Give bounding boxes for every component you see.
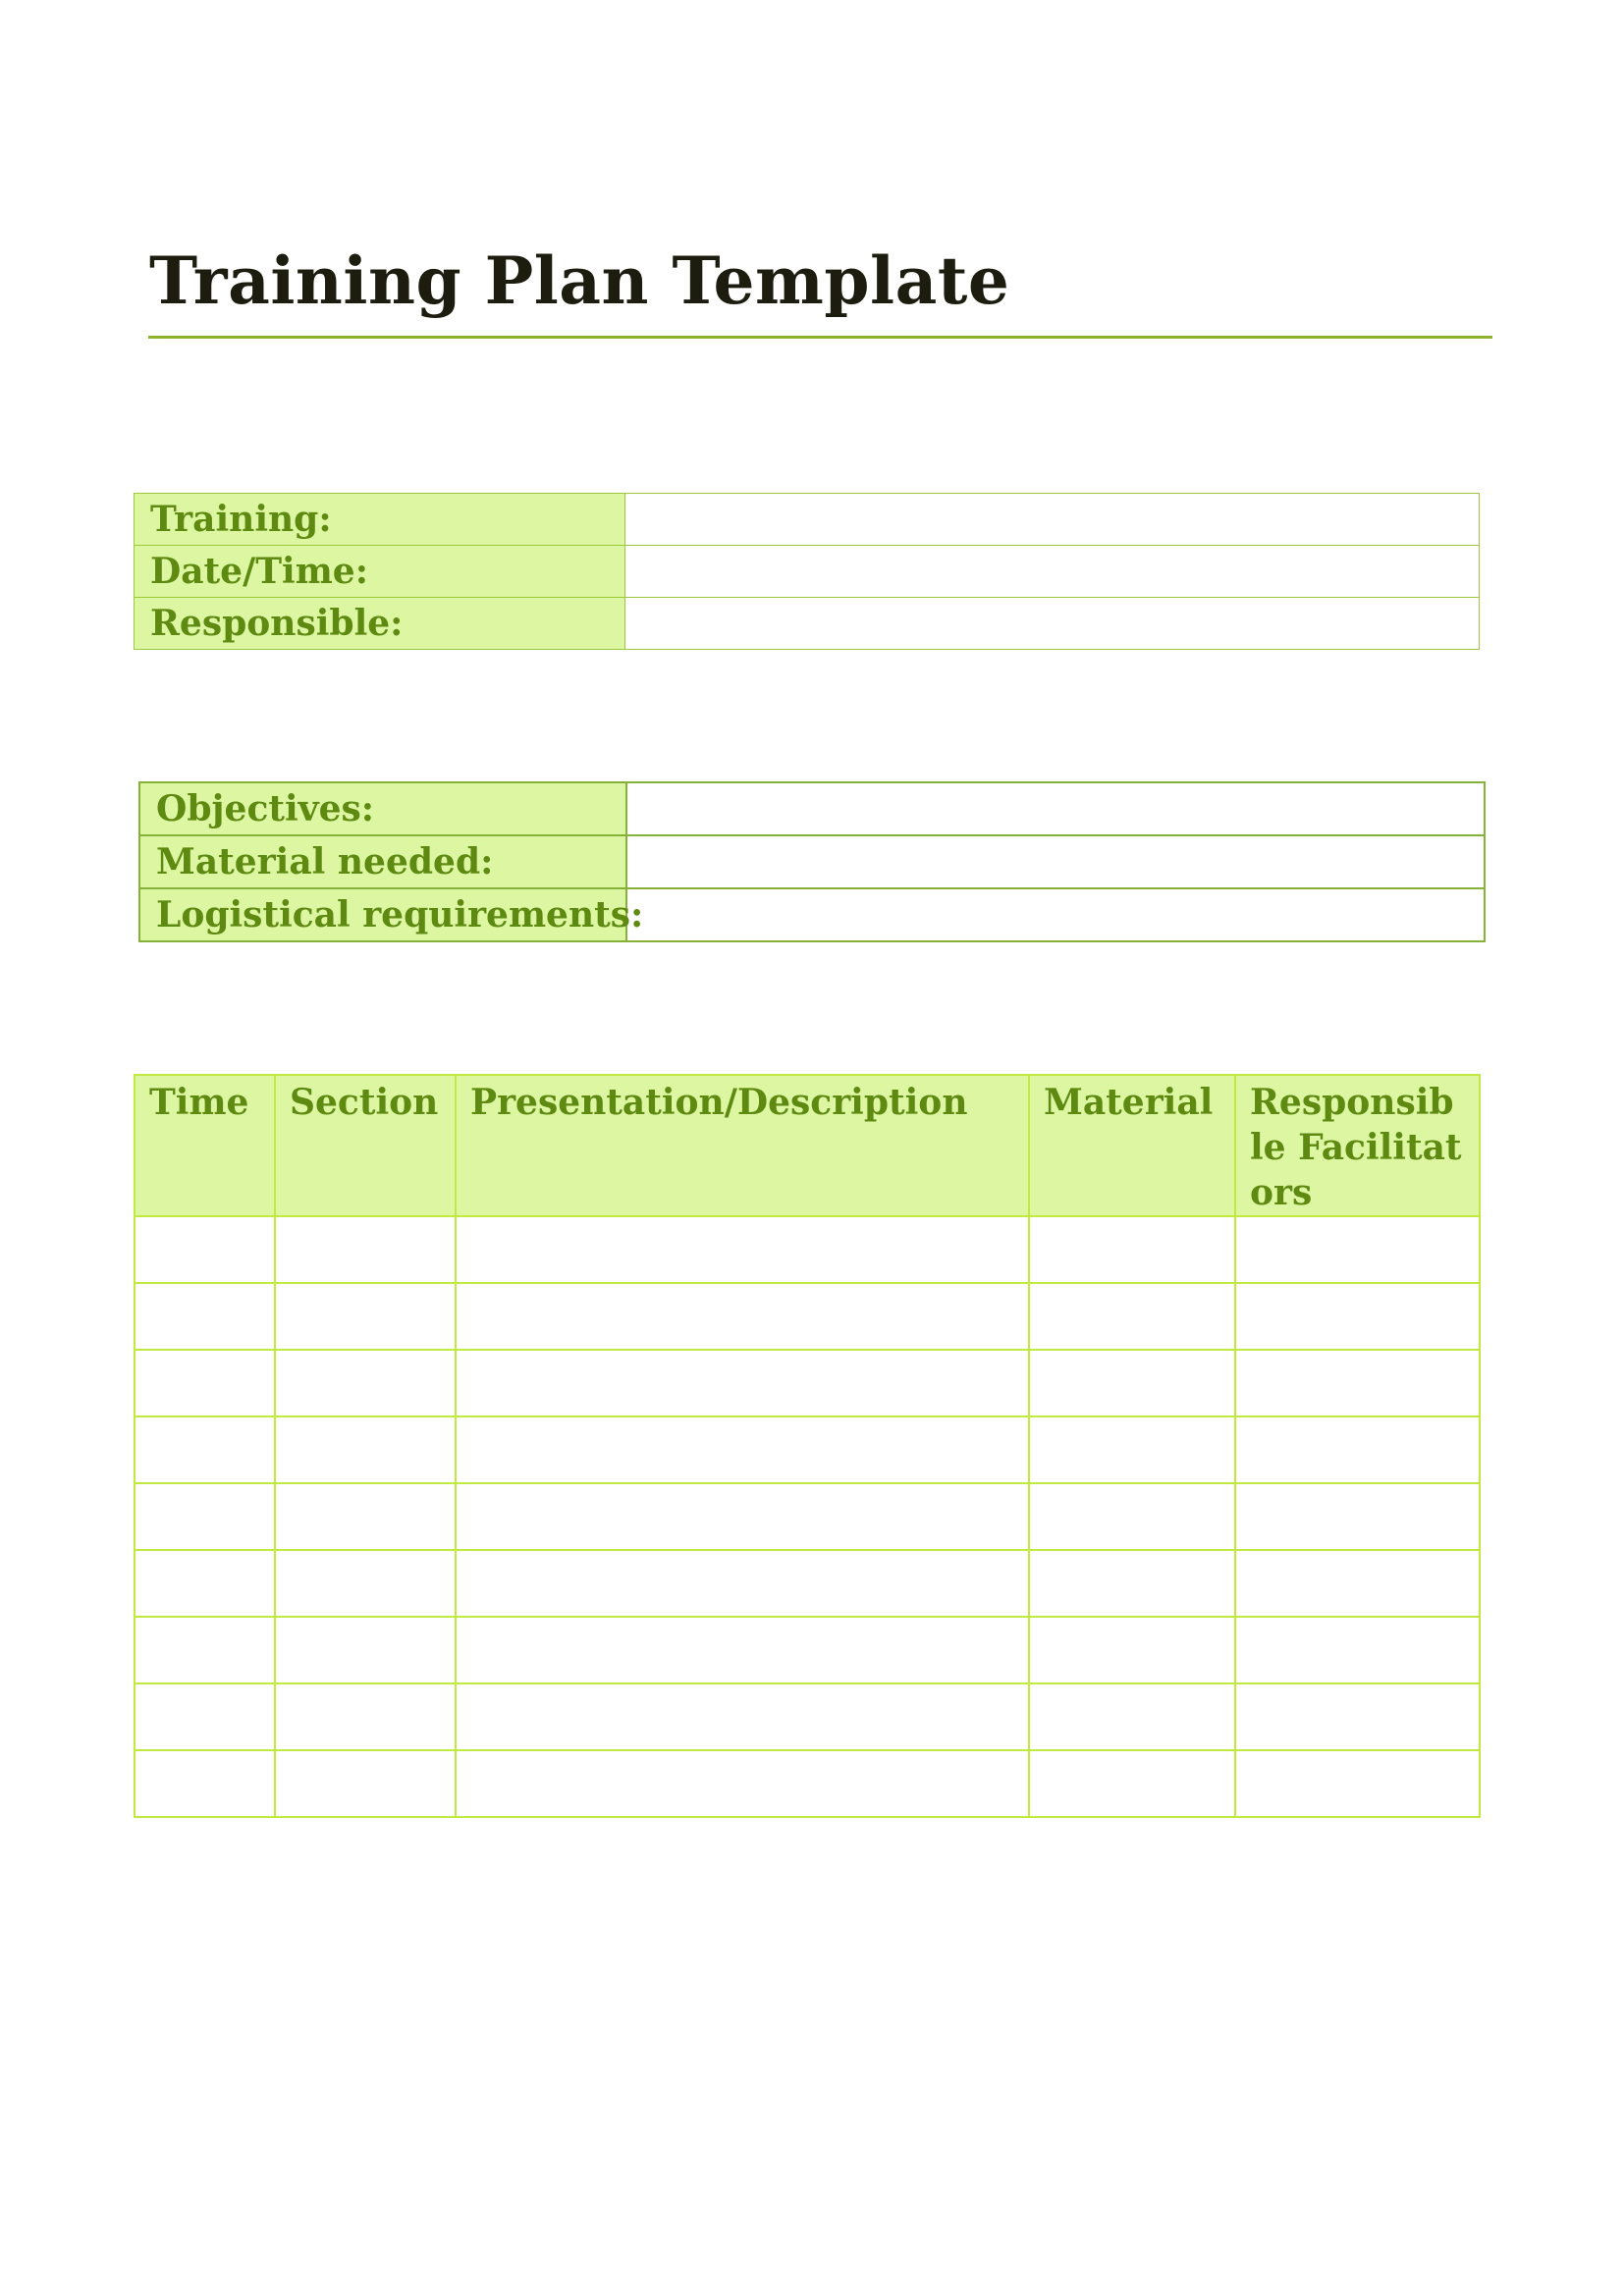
training-label: Training:	[135, 494, 625, 546]
table-cell[interactable]	[275, 1216, 456, 1283]
logistical-requirements-label: Logistical requirements:	[139, 888, 626, 941]
table-cell[interactable]	[456, 1483, 1029, 1550]
table-row	[139, 835, 1485, 888]
page-title: Training Plan Template	[149, 242, 1010, 319]
schedule-table	[134, 1074, 1481, 1818]
table-row	[135, 546, 1480, 598]
table-header-row	[135, 1075, 1480, 1216]
column-header-presentation-description: Presentation/Description	[456, 1075, 1029, 1216]
table-row	[135, 1483, 1480, 1550]
table-row	[135, 1283, 1480, 1350]
table-row	[135, 1550, 1480, 1617]
table-cell[interactable]	[135, 1416, 275, 1483]
table-cell[interactable]	[1235, 1617, 1480, 1683]
objectives-value-field[interactable]	[626, 782, 1485, 835]
table-cell[interactable]	[1029, 1483, 1235, 1550]
table-cell[interactable]	[275, 1750, 456, 1817]
table-cell[interactable]	[275, 1416, 456, 1483]
table-cell[interactable]	[135, 1350, 275, 1416]
table-cell[interactable]	[1235, 1350, 1480, 1416]
table-row	[135, 1750, 1480, 1817]
table-cell[interactable]	[275, 1350, 456, 1416]
table-row	[139, 888, 1485, 941]
table-row	[139, 782, 1485, 835]
table-cell[interactable]	[456, 1283, 1029, 1350]
table-cell[interactable]	[1235, 1683, 1480, 1750]
table-cell[interactable]	[456, 1550, 1029, 1617]
table-row	[135, 1350, 1480, 1416]
table-cell[interactable]	[1235, 1283, 1480, 1350]
table-cell[interactable]	[135, 1683, 275, 1750]
table-cell[interactable]	[135, 1483, 275, 1550]
column-header-responsible-facilitators: Responsible Facilitators	[1235, 1075, 1480, 1216]
table-cell[interactable]	[1029, 1416, 1235, 1483]
table-cell[interactable]	[135, 1750, 275, 1817]
column-header-section: Section	[275, 1075, 456, 1216]
table-cell[interactable]	[456, 1216, 1029, 1283]
table-cell[interactable]	[1235, 1750, 1480, 1817]
table-cell[interactable]	[1235, 1416, 1480, 1483]
table-cell[interactable]	[1029, 1216, 1235, 1283]
table-row	[135, 1216, 1480, 1283]
column-header-material: Material	[1029, 1075, 1235, 1216]
date-time-label: Date/Time:	[135, 546, 625, 598]
table-cell[interactable]	[1029, 1617, 1235, 1683]
table-cell[interactable]	[275, 1617, 456, 1683]
table-cell[interactable]	[1029, 1683, 1235, 1750]
table-cell[interactable]	[275, 1683, 456, 1750]
logistical-requirements-value-field[interactable]	[626, 888, 1485, 941]
objectives-label: Objectives:	[139, 782, 626, 835]
requirements-table	[138, 781, 1486, 942]
table-row	[135, 1416, 1480, 1483]
training-value-field[interactable]	[625, 494, 1480, 546]
table-cell[interactable]	[275, 1283, 456, 1350]
table-cell[interactable]	[456, 1683, 1029, 1750]
table-cell[interactable]	[135, 1617, 275, 1683]
table-cell[interactable]	[1235, 1216, 1480, 1283]
schedule-body	[135, 1216, 1480, 1817]
table-cell[interactable]	[275, 1550, 456, 1617]
table-cell[interactable]	[1029, 1750, 1235, 1817]
table-cell[interactable]	[135, 1550, 275, 1617]
table-cell[interactable]	[1029, 1350, 1235, 1416]
table-cell[interactable]	[275, 1483, 456, 1550]
title-underline	[148, 336, 1492, 339]
date-time-value-field[interactable]	[625, 546, 1480, 598]
table-cell[interactable]	[135, 1216, 275, 1283]
table-cell[interactable]	[456, 1750, 1029, 1817]
table-cell[interactable]	[456, 1416, 1029, 1483]
column-header-time: Time	[135, 1075, 275, 1216]
responsible-value-field[interactable]	[625, 598, 1480, 650]
table-row	[135, 1683, 1480, 1750]
material-needed-label: Material needed:	[139, 835, 626, 888]
table-row	[135, 598, 1480, 650]
table-row	[135, 1617, 1480, 1683]
material-needed-value-field[interactable]	[626, 835, 1485, 888]
table-cell[interactable]	[1029, 1283, 1235, 1350]
table-cell[interactable]	[1235, 1483, 1480, 1550]
responsible-label: Responsible:	[135, 598, 625, 650]
table-cell[interactable]	[456, 1617, 1029, 1683]
training-info-table	[134, 493, 1480, 650]
table-row	[135, 494, 1480, 546]
table-cell[interactable]	[1029, 1550, 1235, 1617]
table-cell[interactable]	[1235, 1550, 1480, 1617]
table-cell[interactable]	[135, 1283, 275, 1350]
table-cell[interactable]	[456, 1350, 1029, 1416]
